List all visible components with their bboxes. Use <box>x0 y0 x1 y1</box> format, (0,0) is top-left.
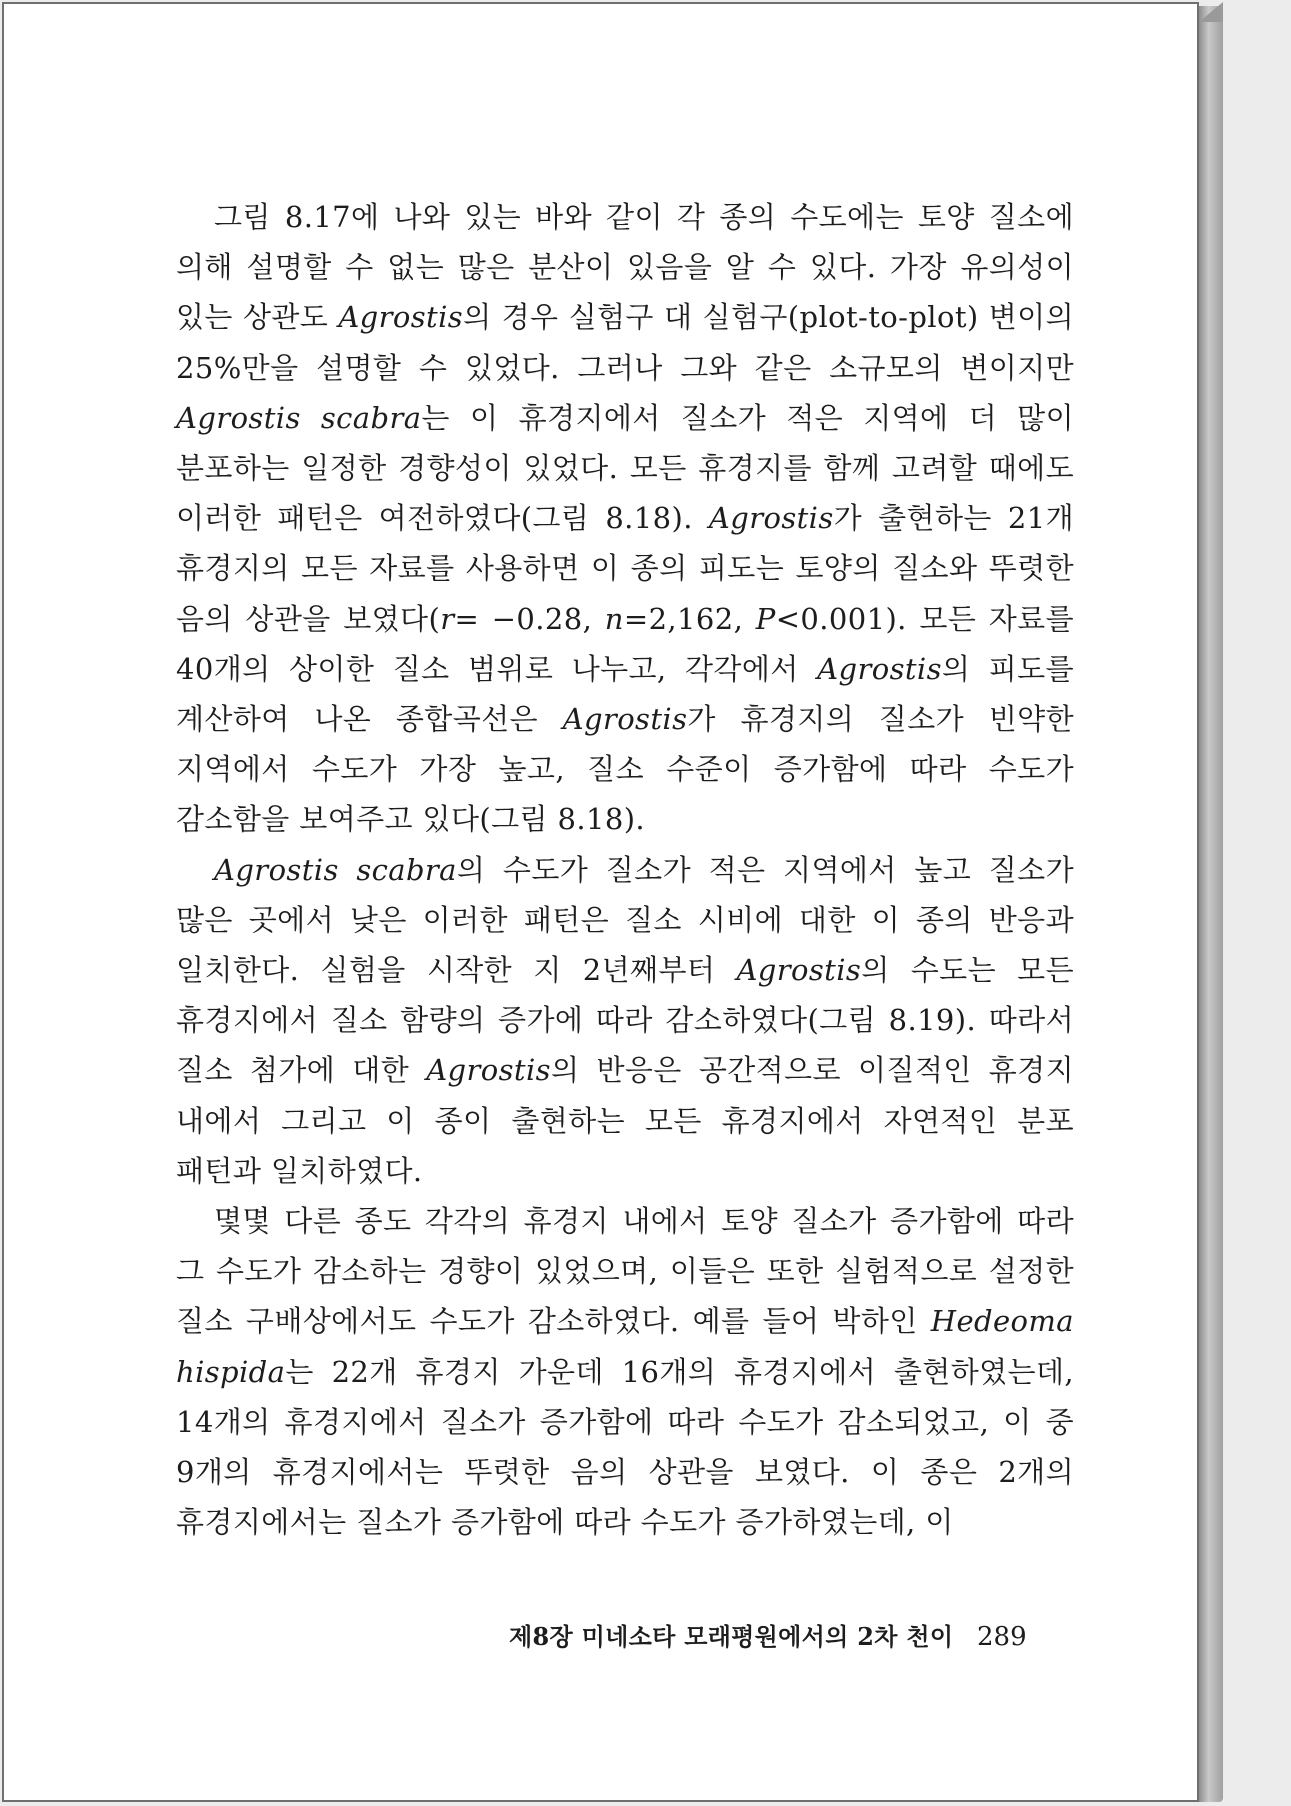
body-text <box>176 192 1074 1547</box>
italic-term: Agrostis <box>708 501 834 536</box>
text-run: 는 22개 휴경지 가운데 16개의 휴경지에서 출현하였는데, 14개의 휴경지에서 질소가 증가함에 따라 수도가 감소되었고, 이 중 9개의 휴경지에서는 뚜렷한 음의 상관을 보였다. 이 종은 2개의 휴경지에서는 질소가 증가함에 따라 수도가 증가하였는데, 이 <box>176 1354 1074 1540</box>
italic-term: P <box>755 601 776 636</box>
text-run: 가 휴경지의 질소가 빈약한 지역에서 수도가 가장 높고, 질소 수준이 증가함에 따라 수도가 감소함을 보여주고 있다(그림 8.18). <box>176 702 1074 837</box>
text-run: 의 피도를 계산하여 나온 종합곡선은 <box>176 651 1074 737</box>
text-run: 의 반응은 공간적으로 이질적인 휴경지 내에서 그리고 이 종이 출현하는 모든 휴경지에서 자연적인 분포 패턴과 일치하였다. <box>176 1053 1074 1188</box>
italic-term: r <box>440 601 455 636</box>
text-run: 가 출현하는 21개 휴경지의 모든 자료를 사용하면 이 종의 피도는 토양의 질소와 뚜렷한 음의 상관을 보였다( <box>176 501 1074 636</box>
text-run: 몇몇 다른 종도 각각의 휴경지 내에서 토양 질소가 증가함에 따라 그 수도가 감소하는 경향이 있었으며, 이들은 또한 실험적으로 설정한 질소 구배상에서도 수도가 감소하였다. 예를 들어 박하인 <box>176 1204 1074 1339</box>
text-run: 는 이 휴경지에서 질소가 적은 지역에 더 많이 분포하는 일정한 경향성이 있었다. 모든 휴경지를 함께 고려할 때에도 이러한 패턴은 여전하였다(그림 8.18). <box>176 400 1075 536</box>
page-edge-shadow <box>1199 6 1223 1802</box>
paragraph-1 <box>176 192 1074 845</box>
page-number: 289 <box>977 1622 1027 1652</box>
paragraph-2 <box>176 845 1074 1196</box>
page-edge-corner <box>1199 2 1223 22</box>
book-page <box>2 2 1199 1802</box>
paragraph-3 <box>176 1196 1074 1547</box>
italic-term: n <box>604 601 624 636</box>
italic-term: Agrostis <box>817 651 942 686</box>
running-footer-chapter: 제8장 미네소타 모래평원에서의 2차 천이 <box>509 1622 954 1651</box>
text-run: 의 경우 실험구 대 실험구(plot-to-plot) 변이의 25%만을 설명할 수 있었다. 그러나 그와 같은 소규모의 변이지만 <box>176 300 1074 385</box>
text-run: <0.001). 모든 자료를 40개의 상이한 질소 범위로 나누고, 각각에서 <box>176 601 1074 686</box>
page-footer <box>509 1617 1039 1653</box>
italic-term: Agrostis <box>562 702 688 737</box>
text-run: 의 수도는 모든 휴경지에서 질소 함량의 증가에 따라 감소하였다(그림 8.19). 따라서 질소 첨가에 대한 <box>176 953 1074 1088</box>
italic-term: Agrostis scabra <box>214 852 457 887</box>
italic-term: Agrostis <box>736 953 862 988</box>
text-run: =2,162, <box>623 601 756 636</box>
italic-term: Agrostis <box>426 1053 551 1088</box>
text-run: 의 수도가 질소가 적은 지역에서 높고 질소가 많은 곳에서 낮은 이러한 패턴은 질소 시비에 대한 이 종의 반응과 일치한다. 실험을 시작한 지 2년째부터 <box>176 852 1074 988</box>
text-run: = −0.28, <box>454 601 605 636</box>
italic-term: Agrostis <box>338 300 464 335</box>
italic-term: Hedeoma hispida <box>176 1304 1074 1389</box>
text-run: 그림 8.17에 나와 있는 바와 같이 각 종의 수도에는 토양 질소에 의해 설명할 수 없는 많은 분산이 있음을 알 수 있다. 가장 유의성이 있는 상관도 <box>176 200 1074 335</box>
italic-term: Agrostis scabra <box>176 400 422 435</box>
